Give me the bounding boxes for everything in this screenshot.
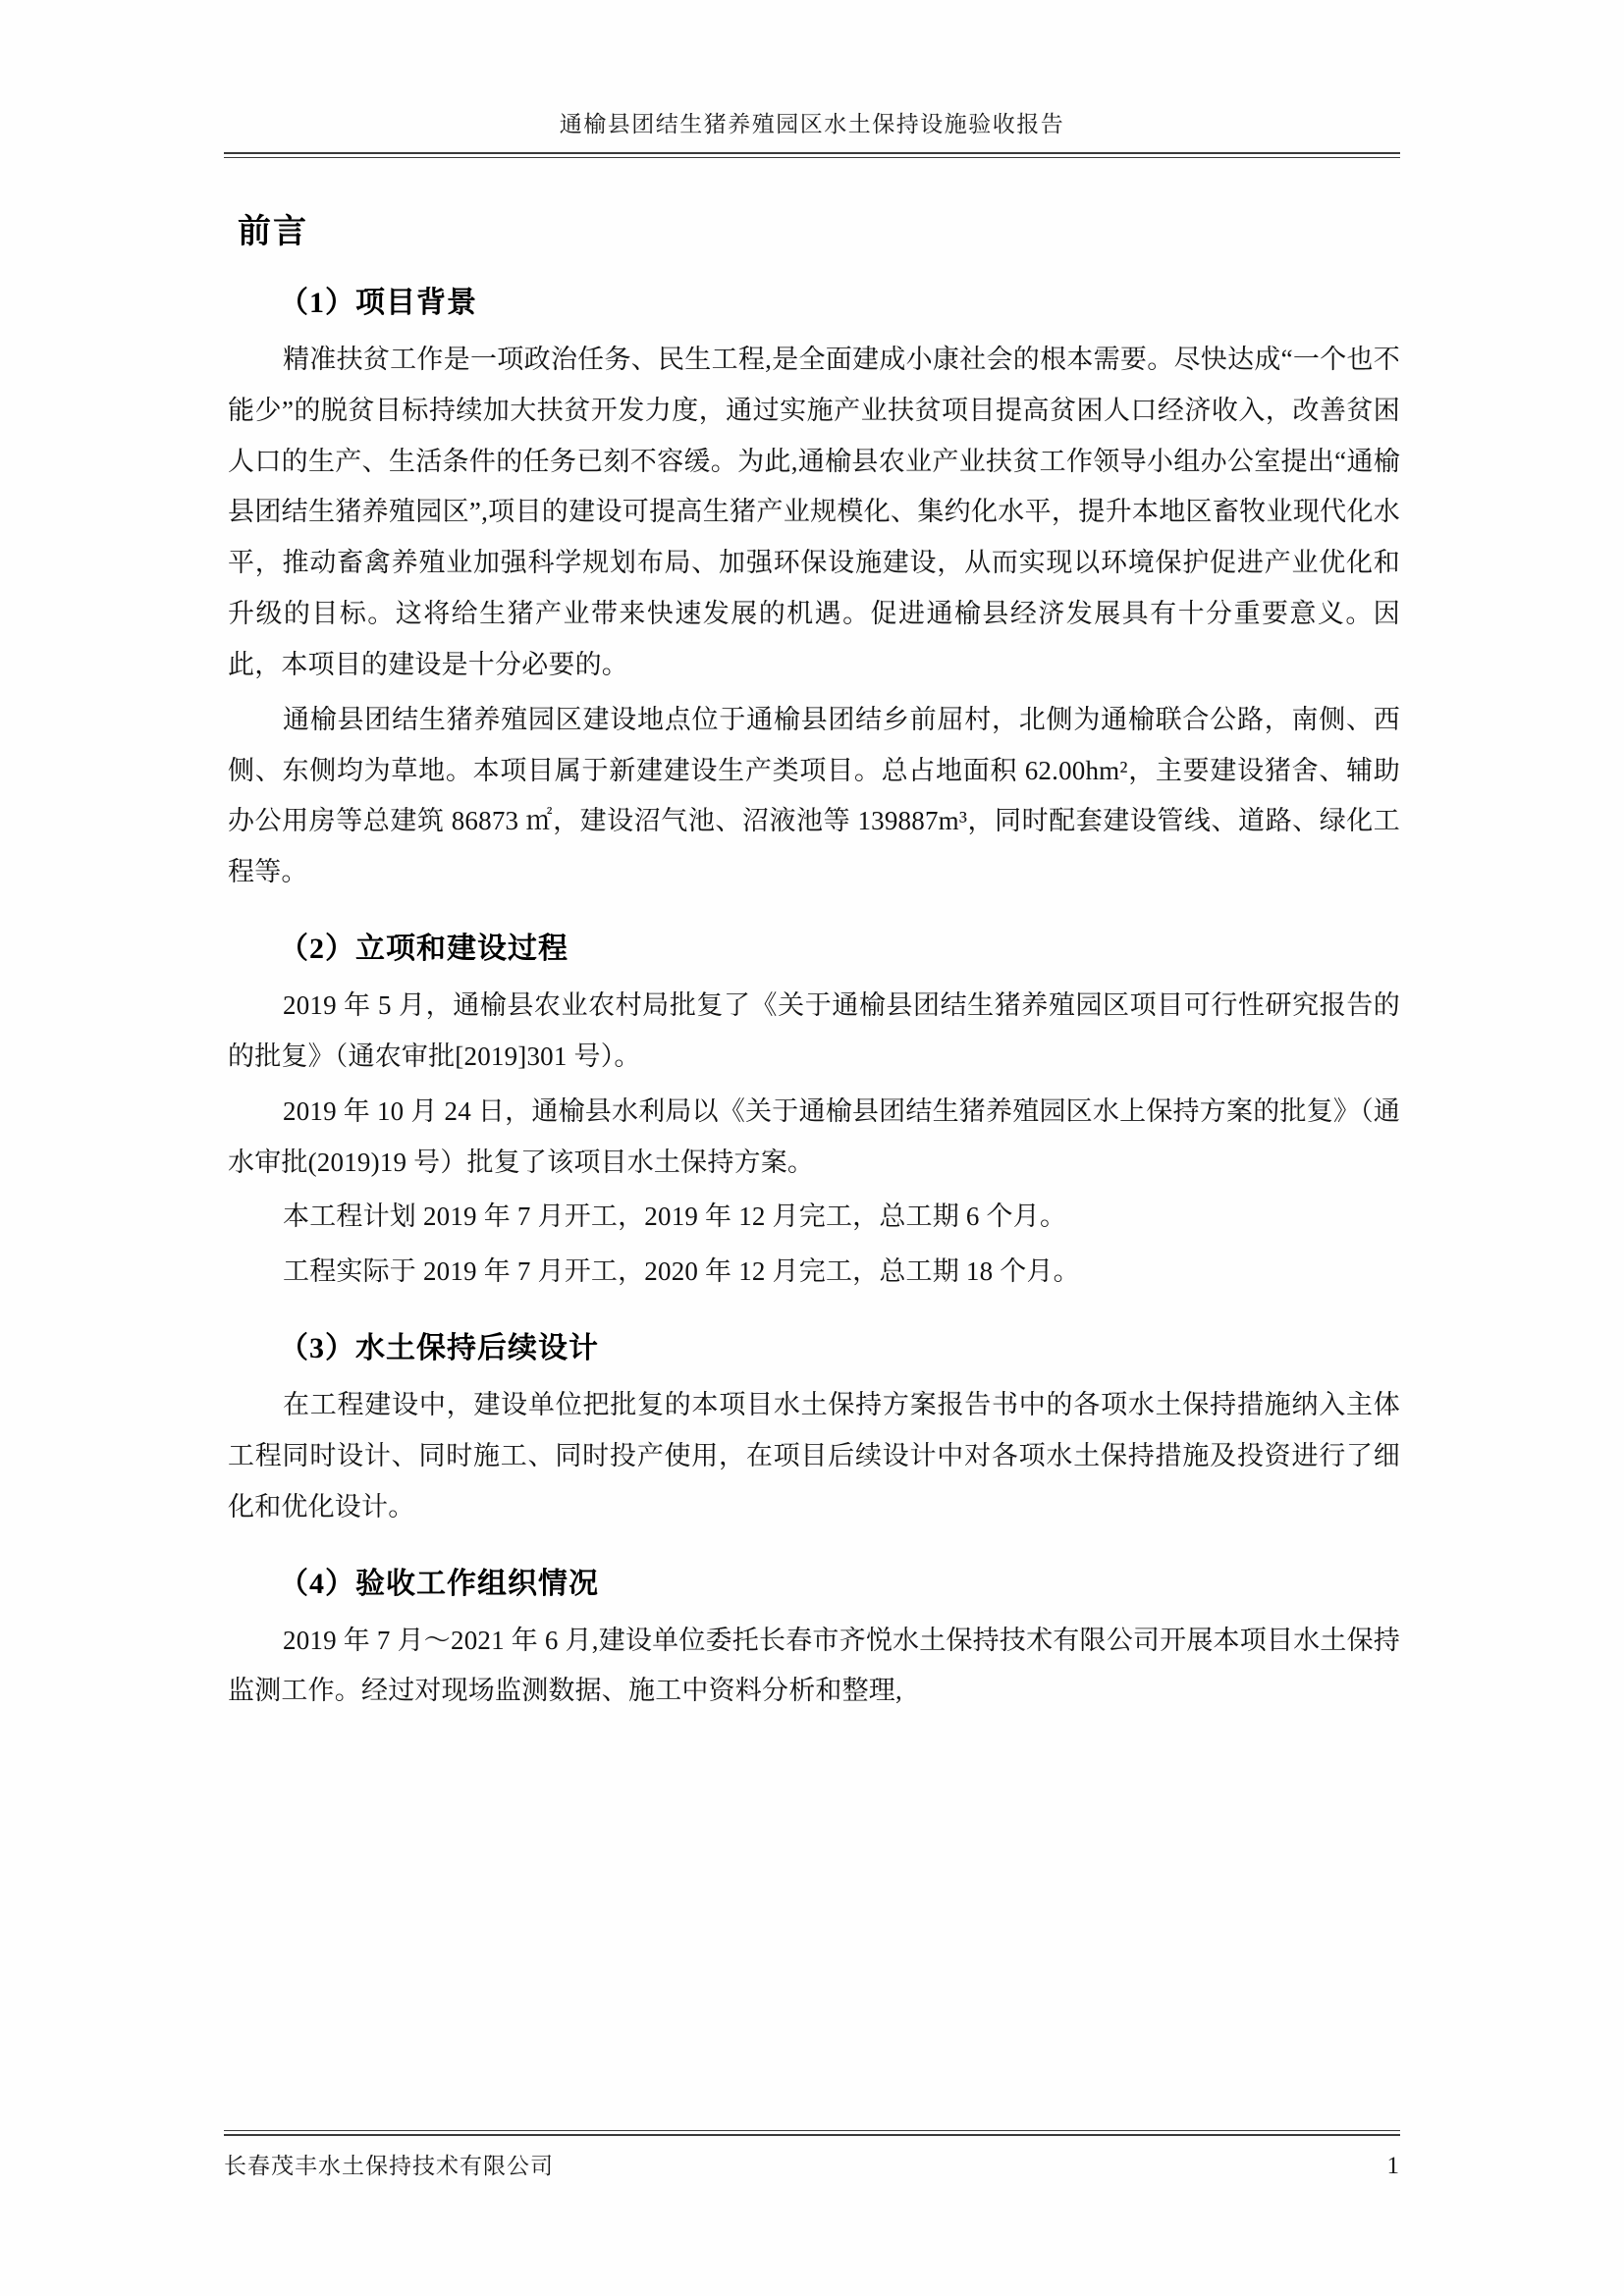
header-divider	[224, 152, 1400, 158]
running-title: 通榆县团结生猪养殖园区水土保持设施验收报告	[559, 112, 1065, 136]
section-heading-4: （4）验收工作组织情况	[279, 1567, 599, 1600]
page-number: 1	[1386, 2153, 1400, 2179]
footer-company: 长春茂丰水土保持技术有限公司	[224, 2154, 554, 2178]
footer-row	[224, 2148, 1400, 2180]
section-heading-1: （1）项目背景	[279, 287, 477, 319]
paragraph: 工程实际于 2019 年 7 月开工，2020 年 12 月完工，总工期 18 个月。	[283, 1256, 1080, 1287]
page-footer	[224, 2130, 1400, 2180]
section-heading-3: （3）水土保持后续设计	[279, 1332, 599, 1365]
document-body	[228, 187, 1400, 1721]
paragraph: 2019 年 10 月 24 日，通榆县水利局以《关于通榆县团结生猪养殖园区水上保持方案的批复》（通水审批(2019)19 号）批复了该项目水土保持方案。	[228, 1095, 1400, 1177]
page-title: 前言	[238, 214, 308, 250]
paragraph: 2019 年 7 月～2021 年 6 月,建设单位委托长春市齐悦水土保持技术有限公司开展本项目水土保持监测工作。经过对现场监测数据、施工中资料分析和整理,	[228, 1625, 1400, 1706]
paragraph: 通榆县团结生猪养殖园区建设地点位于通榆县团结乡前屈村，北侧为通榆联合公路，南侧、西侧、东侧均为草地。本项目属于新建建设生产类项目。总占地面积 62.00hm²，主要建设猪舍、辅助办公用房等总建筑 86873 ㎡，建设沼气池、沼液池等 139887m³，同时配套建设管线、道路、绿化工程等。	[228, 704, 1400, 887]
section-heading-2: （2）立项和建设过程	[279, 933, 568, 966]
paragraph: 2019 年 5 月，通榆县农业农村局批复了《关于通榆县团结生猪养殖园区项目可行性研究报告的的批复》（通农审批[2019]301 号）。	[228, 990, 1400, 1071]
footer-divider	[224, 2130, 1400, 2136]
page-header	[224, 106, 1400, 158]
paragraph: 本工程计划 2019 年 7 月开工，2019 年 12 月完工，总工期 6 个月。	[283, 1201, 1067, 1232]
paragraph: 在工程建设中，建设单位把批复的本项目水土保持方案报告书中的各项水土保持措施纳入主体工程同时设计、同时施工、同时投产使用，在项目后续设计中对各项水土保持措施及投资进行了细化和优化设计。	[228, 1390, 1400, 1522]
paragraph: 精准扶贫工作是一项政治任务、民生工程,是全面建成小康社会的根本需要。尽快达成“一个也不能少”的脱贫目标持续加大扶贫开发力度，通过实施产业扶贫项目提高贫困人口经济收入，改善贫困人口的生产、生活条件的任务已刻不容缓。为此,通榆县农业产业扶贫工作领导小组办公室提出“通榆县团结生猪养殖园区”,项目的建设可提高生猪产业规模化、集约化水平，提升本地区畜牧业现代化水平，推动畜禽养殖业加强科学规划布局、加强环保设施建设，从而实现以环境保护促进产业优化和升级的目标。这将给生猪产业带来快速发展的机遇。促进通榆县经济发展具有十分重要意义。因此，本项目的建设是十分必要的。	[228, 345, 1400, 679]
